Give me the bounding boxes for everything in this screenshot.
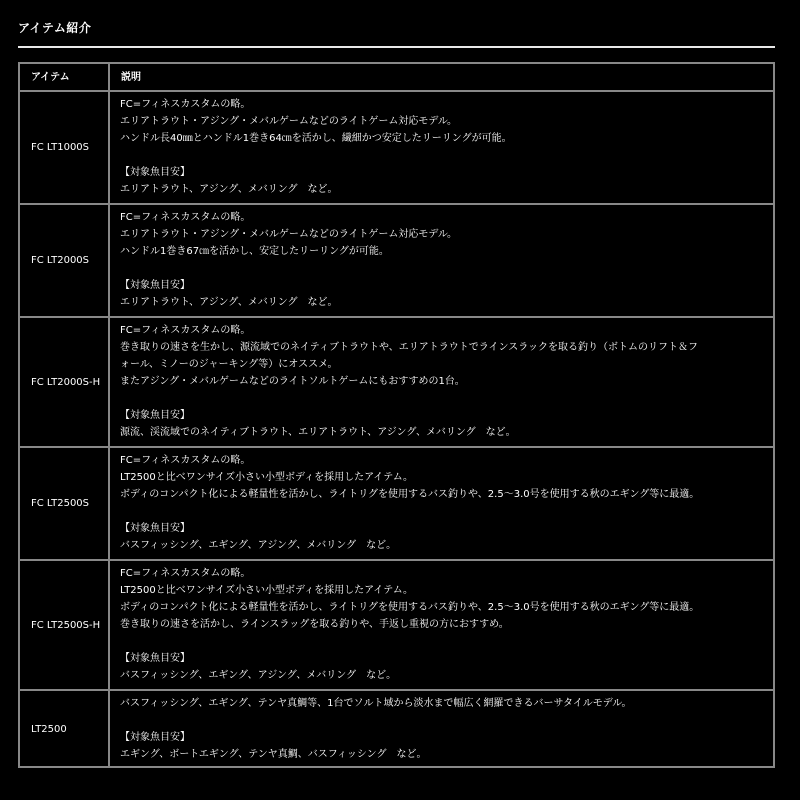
table-row bbox=[20, 204, 773, 317]
item-table-container bbox=[18, 62, 775, 768]
description-line: 【対象魚目安】 bbox=[120, 167, 190, 178]
description-line: 【対象魚目安】 bbox=[120, 280, 190, 291]
description-line: エリアトラウト・アジング・メバルゲームなどのライトゲーム対応モデル。 bbox=[120, 229, 458, 240]
item-name-cell: FC LT1000S bbox=[20, 91, 109, 204]
section-title: アイテム紹介 bbox=[18, 21, 92, 35]
description-line: バスフィッシング、エギング、アジング、メバリング など。 bbox=[120, 670, 397, 681]
description-line bbox=[120, 712, 765, 729]
description-line: LT2500と比べワンサイズ小さい小型ボディを採用したアイテム。 bbox=[120, 585, 414, 596]
description-line: エリアトラウト、アジング、メバリング など。 bbox=[120, 297, 338, 308]
description-line: またアジング・メバルゲームなどのライトソルトゲームにもおすすめの1台。 bbox=[120, 376, 465, 387]
description-line: FC=フィネスカスタムの略。 bbox=[120, 212, 251, 223]
item-description-cell bbox=[109, 560, 773, 690]
description-line: 【対象魚目安】 bbox=[120, 732, 190, 743]
description-line: エリアトラウト、アジング、メバリング など。 bbox=[120, 184, 338, 195]
column-header-description: 説明 bbox=[109, 64, 773, 91]
item-name-cell: FC LT2500S-H bbox=[20, 560, 109, 690]
description-line: 巻き取りの速さを活かし、ラインスラッグを取る釣りや、手返し重視の方におすすめ。 bbox=[120, 619, 509, 630]
description-line: 源流、渓流域でのネイティブトラウト、エリアトラウト、アジング、メバリング など。 bbox=[120, 427, 516, 438]
description-line bbox=[120, 147, 765, 164]
description-line: FC=フィネスカスタムの略。 bbox=[120, 99, 251, 110]
description-line bbox=[120, 503, 765, 520]
table-body bbox=[20, 91, 773, 768]
description-line bbox=[120, 633, 765, 650]
description-line: 【対象魚目安】 bbox=[120, 410, 190, 421]
item-name-cell: FC LT2000S bbox=[20, 204, 109, 317]
table-row bbox=[20, 317, 773, 447]
description-line bbox=[120, 260, 765, 277]
description-line: 【対象魚目安】 bbox=[120, 523, 190, 534]
description-line: ハンドル長40㎜とハンドル1巻き64㎝を活かし、繊細かつ安定したリーリングが可能。 bbox=[120, 133, 512, 144]
description-line: バスフィッシング、エギング、テンヤ真鯛等、1台でソルト域から淡水まで幅広く網羅できるバーサタイルモデル。 bbox=[120, 698, 632, 709]
section-header bbox=[18, 20, 775, 48]
item-name-cell: LT2500 bbox=[20, 690, 109, 768]
table-header-row bbox=[20, 64, 773, 91]
description-line: ハンドル1巻き67㎝を活かし、安定したリーリングが可能。 bbox=[120, 246, 389, 257]
description-line: ボディのコンパクト化による軽量性を活かし、ライトリグを使用するバス釣りや、2.5～3.0号を使用する秋のエギング等に最適。 bbox=[120, 489, 700, 500]
description-line: FC=フィネスカスタムの略。 bbox=[120, 455, 251, 466]
item-description-cell bbox=[109, 447, 773, 560]
description-line: エギング、ボートエギング、テンヤ真鯛、バスフィッシング など。 bbox=[120, 749, 427, 760]
item-name-cell: FC LT2000S-H bbox=[20, 317, 109, 447]
item-description-cell bbox=[109, 317, 773, 447]
item-table bbox=[20, 64, 773, 768]
description-line: エリアトラウト・アジング・メバルゲームなどのライトゲーム対応モデル。 bbox=[120, 116, 458, 127]
description-line: FC=フィネスカスタムの略。 bbox=[120, 325, 251, 336]
item-description-cell bbox=[109, 91, 773, 204]
section-divider bbox=[18, 46, 775, 48]
description-line bbox=[120, 390, 765, 407]
description-line: 巻き取りの速さを生かし、源流域でのネイティブトラウトや、エリアトラウトでラインスラックを取る釣り（ボトムのリフト＆フ bbox=[120, 342, 698, 353]
description-line: 【対象魚目安】 bbox=[120, 653, 190, 664]
column-header-item: アイテム bbox=[20, 64, 109, 91]
table-row bbox=[20, 447, 773, 560]
description-line: LT2500と比べワンサイズ小さい小型ボディを採用したアイテム。 bbox=[120, 472, 414, 483]
item-name-cell: FC LT2500S bbox=[20, 447, 109, 560]
table-row bbox=[20, 91, 773, 204]
item-description-cell bbox=[109, 690, 773, 768]
table-row bbox=[20, 690, 773, 768]
table-row bbox=[20, 560, 773, 690]
description-line: ボディのコンパクト化による軽量性を活かし、ライトリグを使用するバス釣りや、2.5～3.0号を使用する秋のエギング等に最適。 bbox=[120, 602, 700, 613]
item-description-cell bbox=[109, 204, 773, 317]
description-line: バスフィッシング、エギング、アジング、メバリング など。 bbox=[120, 540, 397, 551]
description-line: ォール、ミノーのジャーキング等）にオススメ。 bbox=[120, 359, 338, 370]
description-line: FC=フィネスカスタムの略。 bbox=[120, 568, 251, 579]
